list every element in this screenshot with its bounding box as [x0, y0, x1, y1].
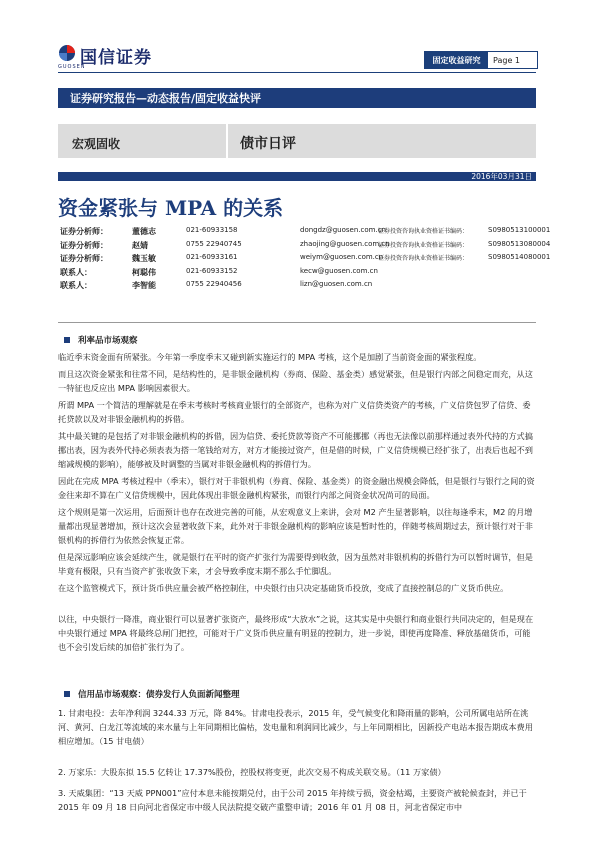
- analyst-name: 魏玉敏: [132, 253, 156, 263]
- analyst-row: [60, 253, 551, 266]
- analyst-role: 联系人：: [60, 266, 92, 277]
- body-paragraph: 1. 甘肃电投：去年净利润 3244.33 万元，降 84%。甘肃电投表示，2015 年，受气候变化和降雨量的影响，公司所属电站所在洮河、黄河、白龙江等流域的来水量与上年同期相比偏枯，发电量和利润同比减少，与上年同期相比，因新投产电站本报告期成本费用相应增加。（15 甘电债）: [58, 708, 533, 746]
- analyst-row: [60, 280, 540, 293]
- body-paragraph: 以往，中央银行一降准，商业银行可以显著扩张资产，最终形成“大放水”之说，这其实是中央银行和商业银行共同决定的，但是现在中央银行通过 MPA 将最终总闸门把控，可能对于广义货币供应量有明显的控制力，进一步说，即使再度降准、释放基础货币，可能也不会引发后续的加倍扩张行为了。: [58, 614, 534, 652]
- analyst-row: [60, 226, 551, 239]
- section-title: 债市日评: [240, 136, 296, 152]
- body-paragraph: 在这个监管模式下，预计货币供应量会被严格控制住，中央银行由只决定基础货币投放，变成了直接控制总的广义货币供应。: [58, 583, 509, 593]
- body-paragraph: 因此在完成 MPA 考核过程中（季末），银行对于非银机构（券商、保险、基金类）的资金融出规模会降低，但是银行与银行之间的资金往来却不算在广义信贷规模中，因此体现出非银金融机构紧张，而银行内部之间资金状况尚可的局面。: [58, 476, 535, 500]
- analyst-role: 联系人：: [60, 280, 92, 290]
- report-type: 固定收益研究: [425, 52, 488, 68]
- body-paragraph: 所谓 MPA 一个简洁的理解就是在季末考核时考核商业银行的全部资产，也称为对广义信贷类资产的考核，广义信贷包罗了信贷、委托贷款以及对非银金融机构的拆借。: [58, 400, 531, 424]
- guosen-logo-icon: [58, 44, 76, 62]
- analyst-name: 柯聪伟: [132, 266, 156, 277]
- bullet-square-icon: [64, 691, 70, 697]
- content-divider: [58, 322, 536, 323]
- section-heading: [58, 688, 240, 700]
- analyst-email[interactable]: kecw@guosen.com.cn: [300, 266, 378, 275]
- analyst-phone: 021-60933158: [186, 226, 238, 234]
- body-paragraph: 而且这次资金紧张和往常不同，是结构性的，是非银金融机构（券商、保险、基金类）感觉紧张，但是银行内部之间稳定而充，从这一特征也反应出 MPA 影响因素很大。: [58, 369, 533, 393]
- body-paragraph: 2. 万家乐：大股东拟 15.5 亿转让 17.37%股份，控股权将变更，此次交易不构成关联交易。（11 万家债）: [58, 767, 446, 777]
- analyst-email[interactable]: lizn@guosen.com.cn: [300, 280, 373, 288]
- header-report-box: [424, 51, 538, 69]
- analyst-license-label: 证券投资咨询执业资格证书编码：: [378, 255, 469, 262]
- body-paragraph: 3. 天威集团：“13 天威 PPN001”应付本息未能按期兑付，由于公司 2015 年持续亏损，资金枯竭，主要资产被轮候查封，并已于 2015 年 09 月 18 日向河北省保定市中级人民法院提交破产重整申请；2016 年 01 月 08 日，河北省保定市中: [58, 788, 527, 812]
- analyst-email[interactable]: weiym@guosen.com.cn: [300, 253, 384, 261]
- section-heading: [58, 334, 138, 346]
- analyst-license-number: S0980514080001: [488, 253, 551, 261]
- analyst-phone: 021-60933161: [186, 253, 238, 261]
- analyst-row: [60, 239, 551, 253]
- analyst-phone: 0755 22940456: [186, 280, 242, 288]
- analyst-row: [60, 267, 540, 280]
- body-paragraph: 这个规则是第一次运用，后面预计也存在改进完善的可能，从宏观意义上来讲，会对 M2 产生显著影响，以往每逢季末，M2 的月增量都出现显著增加，预计这次会显著收敛下来，此外对于非银金融机构的影响应该是暂时性的，伴随考核周期过去，预计银行对于非银机构的拆借行为依然会恢复正常。: [58, 507, 533, 545]
- analyst-name: 李智能: [132, 280, 156, 290]
- report-date: 2016年03月31日: [471, 172, 532, 181]
- section-heading-text: 利率品市场观察: [78, 336, 138, 346]
- analyst-phone: 0755 22940745: [186, 239, 242, 248]
- report-title: 资金紧张与 MPA 的关系: [58, 196, 284, 220]
- brand-name: 国信证券: [80, 48, 152, 68]
- analyst-role: 证券分析师：: [60, 253, 108, 263]
- section-heading-text: 信用品市场观察：债券发行人负面新闻整理: [78, 690, 240, 700]
- analyst-license-label: 证券投资咨询执业资格证书编码：: [378, 228, 469, 235]
- section-divider: [226, 124, 228, 158]
- analyst-role: 证券分析师：: [60, 226, 108, 236]
- page-number: Page 1: [493, 55, 520, 65]
- section-band: [58, 124, 536, 158]
- analyst-license-number: S0980513080004: [488, 239, 551, 248]
- analyst-email[interactable]: dongdz@guosen.com.cn: [300, 226, 386, 234]
- body-paragraph: 临近季末资金面有所紧张。今年第一季度季末又碰到新实施运行的 MPA 考核，这个是加剧了当前资金面的紧张程度。: [58, 352, 482, 362]
- analyst-license-number: S0980513100001: [488, 226, 551, 234]
- brand-name-en: GUOSEN: [58, 64, 86, 70]
- analyst-name: 董德志: [132, 226, 156, 236]
- section-category: 宏观固收: [72, 137, 121, 151]
- analyst-email[interactable]: zhaojing@guosen.com.cn: [300, 239, 390, 248]
- report-banner: 证券研究报告—动态报告/固定收益快评: [58, 88, 536, 108]
- bullet-square-icon: [64, 337, 70, 343]
- analyst-phone: 021-60933152: [186, 266, 238, 275]
- body-paragraph: 其中最关键的是包括了对非银金融机构的拆借，因为信贷、委托贷款等资产不可能挪挪（再也无法像以前那样通过表外代持的方式搞挪出表，因为表外代持必须表表为搭一笔钱给对方，对方才能接过资产，但是借的时候，广义信贷规模已经扩张了，出表后也起不到缩减规模的影响），能够被及时调整的当属对非银金融机构的拆借行为。: [58, 431, 533, 469]
- analyst-role: 证券分析师：: [60, 239, 108, 250]
- body-paragraph: 但是深远影响应该会延续产生，就是银行在平时的资产扩张行为需要得到收敛，因为虽然对非银机构的拆借行为可以暂时调节，但是毕竟有极限，只有当资产扩张收敛下来，才会导致季度末期不那么手忙脚乱。: [58, 552, 533, 576]
- analyst-license-label: 证券投资咨询执业资格证书编码：: [378, 241, 469, 249]
- analyst-name: 赵婧: [132, 239, 148, 250]
- header-divider: [58, 72, 536, 73]
